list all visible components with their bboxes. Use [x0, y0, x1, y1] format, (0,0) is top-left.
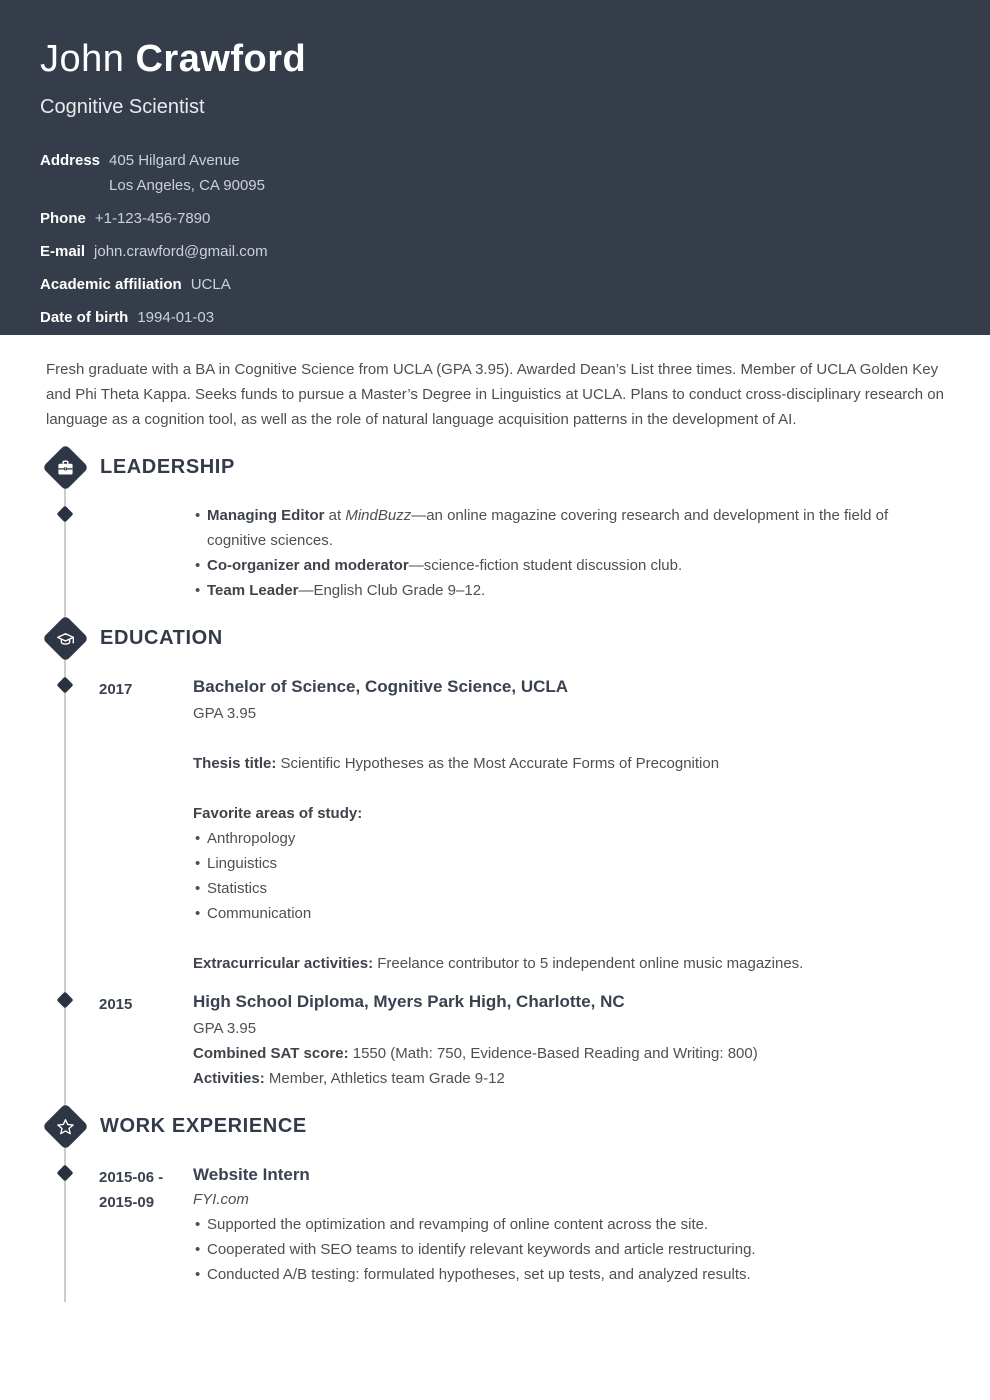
- contact-row-phone: [40, 206, 950, 231]
- contact-row-email: [40, 239, 950, 264]
- education-entry-highschool: [99, 989, 950, 1091]
- email-label: E-mail: [40, 243, 86, 260]
- degree-title: High School Diploma, Myers Park High, Charlotte, NC: [193, 992, 625, 1011]
- list-item: [193, 553, 950, 578]
- work-bullet-list: [193, 1212, 950, 1287]
- star-icon: [49, 1110, 80, 1141]
- degree-title: Bachelor of Science, Cognitive Science, UCLA: [193, 677, 569, 696]
- summary-paragraph: Fresh graduate with a BA in Cognitive Science from UCLA (GPA 3.95). Awarded Dean’s List three times. Member of UCLA Golden Key and Phi Theta Kappa. Seeks funds to pursue a Master’s Degree in Linguistics at UCLA. Plans to conduct cross-disciplinary research on language as a cognition tool, as well as the role of natural language acquisition patterns in the development of AI.: [46, 361, 944, 428]
- gpa-line: GPA 3.95: [193, 1020, 257, 1037]
- education-entry-content: [193, 674, 950, 976]
- leadership-entry: [99, 503, 950, 603]
- leadership-bullet-list: [193, 503, 950, 603]
- list-item: • Statistics: [193, 876, 950, 901]
- bullet-italic: MindBuzz: [345, 507, 412, 524]
- section-leadership: [0, 444, 990, 603]
- address-label: Address: [40, 152, 101, 169]
- dob-value: 1994-01-03: [137, 309, 215, 326]
- list-item: [193, 503, 950, 553]
- activities-text: Member, Athletics team Grade 9-12: [264, 1070, 505, 1087]
- job-title: Cognitive Scientist: [40, 96, 205, 118]
- list-item: • Supported the optimization and revamping of online content across the site.: [193, 1212, 950, 1237]
- gpa-line: GPA 3.95: [193, 705, 257, 722]
- timeline-diamond-marker: [57, 506, 74, 523]
- graduation-cap-icon: [49, 622, 80, 653]
- extracurricular-label: Extracurricular activities:: [193, 955, 374, 972]
- leadership-icon-diamond: [42, 444, 88, 490]
- education-entry-content: [193, 989, 950, 1091]
- timeline-diamond-marker: [57, 1165, 74, 1182]
- bullet-bold: Managing Editor: [207, 507, 325, 524]
- last-name: Crawford: [135, 38, 307, 80]
- entry-date: 2015: [99, 996, 133, 1013]
- bullet-plain: at: [324, 507, 346, 524]
- extracurricular-text: Freelance contributor to 5 independent online music magazines.: [373, 955, 804, 972]
- education-entry-bachelor: [99, 674, 950, 976]
- thesis-text: Scientific Hypotheses as the Most Accurate Forms of Precognition: [276, 755, 720, 772]
- section-education: [0, 615, 990, 1091]
- sat-text: 1550 (Math: 750, Evidence-Based Reading and Writing: 800): [348, 1045, 758, 1062]
- bullet-rest: —English Club Grade 9–12.: [298, 582, 486, 599]
- thesis-line: [193, 751, 950, 776]
- date-end: 2015-09: [99, 1194, 155, 1211]
- contact-block: [40, 148, 950, 330]
- sat-label: Combined SAT score:: [193, 1045, 349, 1062]
- list-item: • Linguistics: [193, 851, 950, 876]
- address-value: [109, 148, 265, 198]
- email-value: john.crawford@gmail.com: [94, 243, 268, 260]
- contact-row-dob: [40, 305, 950, 330]
- address-line-1: 405 Hilgard Avenue: [109, 152, 240, 169]
- timeline-diamond-marker: [57, 677, 74, 694]
- education-heading: [42, 615, 990, 661]
- work-entry: [99, 1162, 950, 1287]
- address-line-2: Los Angeles, CA 90095: [109, 177, 265, 194]
- phone-value: +1-123-456-7890: [94, 210, 211, 227]
- activities-label: Activities:: [193, 1070, 265, 1087]
- timeline-diamond-marker: [57, 992, 74, 1009]
- bullet-rest: —an online magazine covering research and development in the field of cognitive sciences.: [207, 507, 889, 549]
- list-item: • Cooperated with SEO teams to identify relevant keywords and article restructuring.: [193, 1237, 950, 1262]
- entry-date: 2017: [99, 681, 133, 698]
- contact-row-affiliation: [40, 272, 950, 297]
- leadership-title: LEADERSHIP: [100, 455, 235, 478]
- extracurricular-line: [193, 951, 950, 976]
- role-title: Website Intern: [193, 1165, 310, 1184]
- list-item: [193, 578, 950, 603]
- entry-date-range: [99, 1162, 193, 1287]
- affiliation-value: UCLA: [190, 276, 231, 293]
- work-entry-content: [193, 1162, 950, 1287]
- bullet-bold: Co-organizer and moderator: [207, 557, 409, 574]
- phone-label: Phone: [40, 210, 86, 227]
- work-icon-diamond: [42, 1103, 88, 1149]
- bullet-rest: —science-fiction student discussion club.: [408, 557, 683, 574]
- work-heading: [42, 1103, 990, 1149]
- company-name: FYI.com: [193, 1191, 249, 1208]
- list-item: • Communication: [193, 901, 950, 926]
- list-item: • Conducted A/B testing: formulated hypotheses, set up tests, and analyzed results.: [193, 1262, 950, 1287]
- masthead: [0, 0, 990, 335]
- date-start: 2015-06 -: [99, 1169, 164, 1186]
- affiliation-label: Academic affiliation: [40, 276, 182, 293]
- work-title: WORK EXPERIENCE: [100, 1114, 307, 1137]
- activities-line: [193, 1066, 950, 1091]
- timeline-spacer: [99, 503, 193, 603]
- briefcase-icon: [51, 453, 79, 481]
- person-name: [40, 36, 950, 82]
- areas-list: [193, 826, 950, 926]
- bullet-bold: Team Leader: [207, 582, 299, 599]
- areas-label: Favorite areas of study:: [193, 805, 363, 822]
- list-item: • Anthropology: [193, 826, 950, 851]
- contact-row-address: [40, 148, 950, 198]
- leadership-heading: [42, 444, 990, 490]
- dob-label: Date of birth: [40, 309, 129, 326]
- leadership-content: [193, 503, 950, 603]
- education-icon-diamond: [42, 615, 88, 661]
- sat-line: [193, 1041, 950, 1066]
- education-title: EDUCATION: [100, 626, 223, 649]
- thesis-label: Thesis title:: [193, 755, 277, 772]
- section-work-experience: [0, 1103, 990, 1287]
- first-name: John: [40, 38, 125, 80]
